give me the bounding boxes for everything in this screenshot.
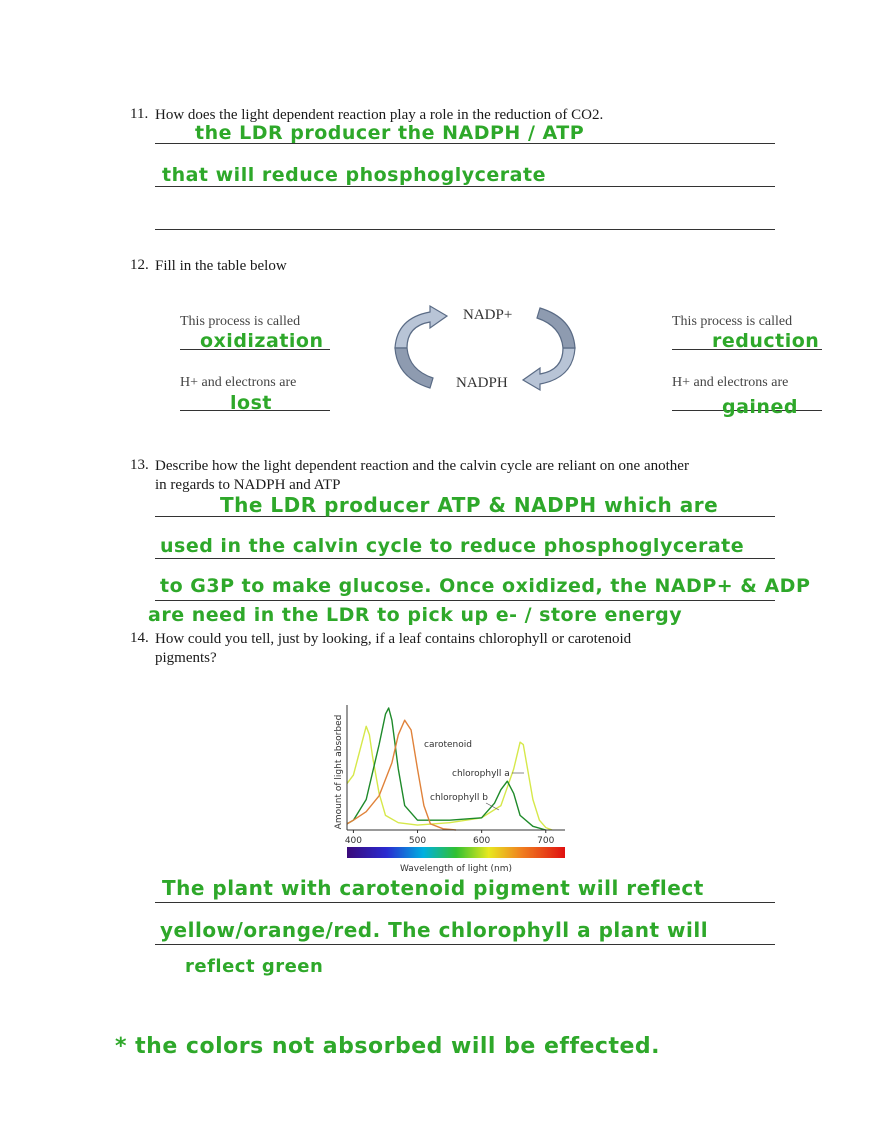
chart-y-axis-label: Amount of light absorbed — [334, 714, 344, 830]
series-line-chlorophyll-b — [347, 708, 546, 830]
x-tick-label-600: 600 — [473, 836, 491, 846]
bottom-note: * the colors not absorbed will be effected. — [115, 1034, 661, 1059]
q12-right-bottom-answer: gained — [722, 396, 798, 418]
q12-prompt: Fill in the table below — [155, 258, 287, 274]
chart-tick-group — [345, 830, 555, 846]
q12-left-top-label: This process is called — [180, 314, 301, 329]
q11-number: 11. — [130, 106, 149, 122]
cycle-arrow-bottom-right — [523, 348, 575, 390]
q12-left-bottom-answer: lost — [230, 392, 272, 414]
absorption-spectrum-chart — [325, 700, 580, 880]
q14-answer-2: yellow/orange/red. The chlorophyll a plant will — [160, 918, 709, 942]
q11-prompt: How does the light dependent reaction play a role in the reduction of CO2. — [155, 107, 604, 123]
cycle-nadp-plus: NADP+ — [463, 307, 513, 323]
x-tick-label-500: 500 — [408, 836, 427, 846]
q13-answer-1: The LDR producer ATP & NADPH which are — [220, 493, 719, 517]
legend-chlorophyll-b-pointer — [486, 803, 499, 810]
q12-left-top-answer: oxidization — [200, 330, 324, 352]
q11-answer-2: that will reduce phosphoglycerate — [162, 164, 546, 186]
q12-right-top-answer: reduction — [712, 330, 820, 352]
q12-number: 12. — [130, 257, 149, 273]
q12-left-bottom-label: H+ and electrons are — [180, 375, 297, 390]
q14-number: 14. — [130, 630, 149, 646]
cycle-arrow-left-down — [395, 348, 433, 388]
q13-line-3 — [155, 600, 775, 601]
q14-prompt-line-2: pigments? — [155, 650, 217, 666]
q12-right-bottom-label: H+ and electrons are — [672, 375, 789, 390]
cycle-arrow-right-up — [537, 308, 575, 348]
cycle-arrow-top-left — [395, 306, 447, 348]
q13-prompt-line-2: in regards to NADPH and ATP — [155, 477, 341, 493]
legend-carotenoid: carotenoid — [424, 740, 472, 750]
legend-chlorophyll-a: chlorophyll a — [452, 769, 510, 779]
chart-x-axis-label: Wavelength of light (nm) — [399, 864, 513, 874]
q13-answer-4: are need in the LDR to pick up e- / store energy — [148, 604, 683, 626]
q14-prompt-line-1: How could you tell, just by looking, if a leaf contains chlorophyll or carotenoid — [155, 631, 632, 647]
q13-line-2 — [155, 558, 775, 559]
x-tick-label-400: 400 — [344, 836, 363, 846]
q14-line-1 — [155, 902, 775, 903]
q13-prompt-line-1: Describe how the light dependent reaction and the calvin cycle are reliant on one another — [155, 458, 689, 474]
q12-right-top-label: This process is called — [672, 314, 793, 329]
q11-line-3 — [155, 229, 775, 230]
q11-line-2 — [155, 186, 775, 187]
q11-answer-1: the LDR producer the NADPH / ATP — [195, 122, 585, 144]
q13-answer-3: to G3P to make glucose. Once oxidized, the NADP+ & ADP — [160, 575, 811, 597]
q14-line-2 — [155, 944, 775, 945]
q13-number: 13. — [130, 457, 149, 473]
cycle-nadph: NADPH — [456, 375, 508, 391]
q14-answer-3: reflect green — [185, 956, 324, 977]
chart-series-group — [347, 708, 552, 830]
visible-spectrum-bar — [347, 847, 565, 858]
legend-chlorophyll-b: chlorophyll b — [430, 793, 488, 803]
q13-answer-2: used in the calvin cycle to reduce phosphoglycerate — [160, 535, 745, 557]
q14-answer-1: The plant with carotenoid pigment will reflect — [162, 876, 704, 900]
x-tick-label-700: 700 — [537, 836, 555, 846]
